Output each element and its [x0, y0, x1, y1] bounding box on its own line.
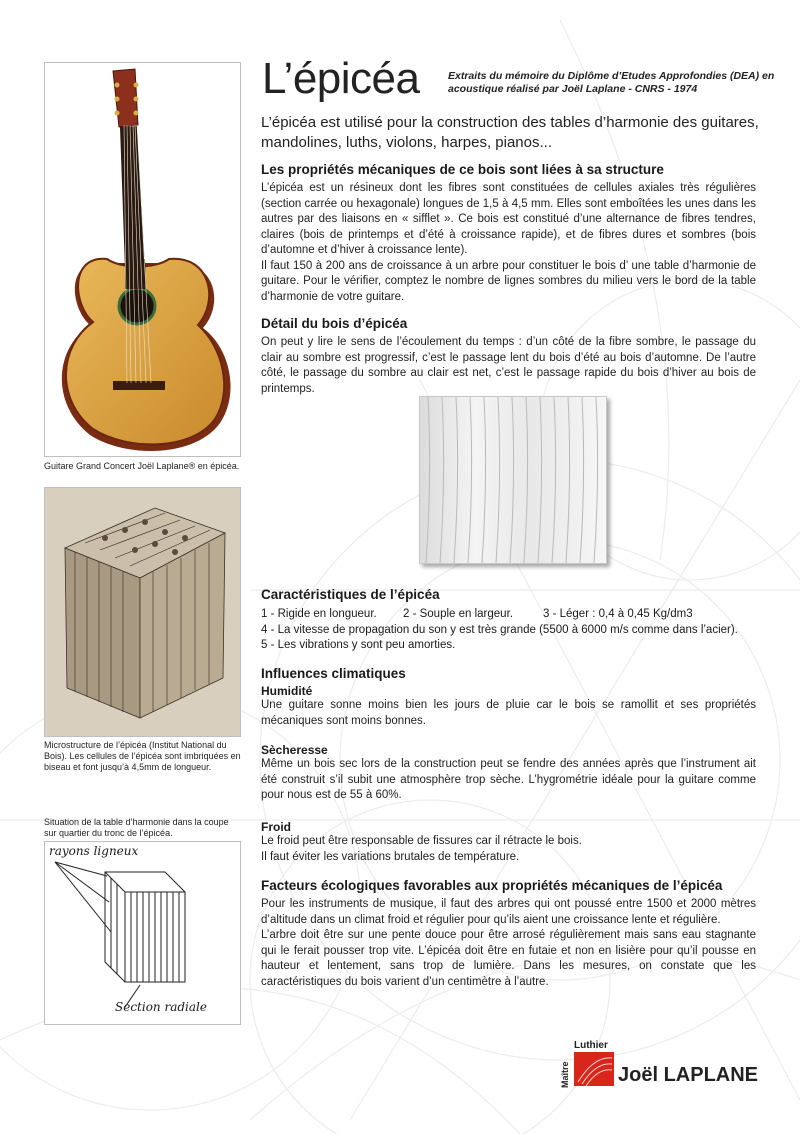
logo-mark-icon: [574, 1052, 614, 1086]
section-illustration: [45, 842, 240, 1024]
paragraph: L’épicéa est un résineux dont les fibres sont constituées de cellules axiales très régulières (section carrée ou hexagonale) longues de 1,5 à 4,5 mm. Elles sont emboîtées les unes dans les autres par des liaisons en « sifflet ». Ce bois est constitué d’une alternance de fibres tendres, claires (bois de printemps et d’été à croissance rapide), et de fibres dures et sombres (bois d’automne et d’hiver à croissance lente).: [261, 182, 756, 256]
paragraph: Il faut 150 à 200 ans de croissance à un arbre pour constituer le bois d’ une table d’harmonie de guitare. Pour le vérifier, comptez le nombre de lignes sombres du milieu vers le bord de la table d’harmonie de votre guitare.: [261, 259, 756, 303]
logo-name: Joël LAPLANE: [618, 1064, 759, 1086]
logo-maitre: Maître: [560, 1061, 570, 1088]
section-heading: Caractéristiques de l’épicéa: [261, 587, 440, 602]
paragraph: Le froid peut être responsable de fissures car il rétracte le bois.: [261, 835, 582, 847]
section-label-top: rayons ligneux: [49, 844, 139, 858]
wood-detail-image: [419, 396, 607, 564]
page-title: L’épicéa: [262, 54, 420, 103]
characteristic-item: 4 - La vitesse de propagation du son y est très grande (5500 à 6000 m/s comme dans l’acier).: [261, 623, 738, 636]
characteristics-row: [261, 607, 756, 623]
microstructure-illustration: [45, 488, 240, 736]
section-label-bottom: Section radiale: [115, 1000, 207, 1014]
subheading-cold: Froid: [261, 820, 291, 834]
section-climate: [261, 666, 756, 729]
characteristic-item: 5 - Les vibrations y sont peu amorties.: [261, 639, 456, 651]
paragraph: Une guitare sonne moins bien les jours de pluie car le bois se ramollit et ses propriétés mécaniques sont moins bonnes.: [261, 699, 756, 727]
guitar-caption: Guitare Grand Concert Joël Laplane® en épicéa.: [44, 461, 240, 471]
section-heading: Les propriétés mécaniques de ce bois sont liées à sa structure: [261, 162, 664, 177]
section-heading: Influences climatiques: [261, 666, 406, 681]
section-detail: [261, 316, 756, 397]
paragraph: Il faut éviter les variations brutales de température.: [261, 850, 520, 863]
paragraph: L’arbre doit être sur une pente douce pour être arrosé régulièrement mais sans eau stagnante qui le ferait pousser trop vite. L’épicéa doit être en futaie et non en lisière pour qu’il pousse en hauteur et lentement, sans trop de lumière. Dans les mesures, on constate que les caractéristiques du bois varient d’un centimètre à l’autre.: [261, 929, 756, 988]
subheading-dryness: Sècheresse: [261, 743, 328, 757]
paragraph: Même un bois sec lors de la construction peut se fendre des années après que l’instrument ait été construit s’il subit une atmosphère trop sèche. L’hygrométrie idéale pour la guitare comme pour nous est de 55 à 60%.: [261, 758, 756, 801]
section-mechanical: [261, 162, 756, 305]
characteristic-item: 1 - Rigide en longueur.: [261, 608, 377, 620]
microstructure-image: [44, 487, 241, 737]
section-characteristics: [261, 587, 756, 654]
intro-text: L’épicéa est utilisé pour la construction des tables d’harmonie des guitares, mandolines, luths, violons, harpes, pianos...: [261, 114, 759, 151]
section-drawing: [44, 841, 241, 1025]
wood-grain-illustration: [420, 397, 606, 563]
microstructure-caption: Microstructure de l’épicéa (Institut National du Bois). Les cellules de l’épicéa sont imbriquées en biseau et font jusqu’à 4,5mm de longueur.: [44, 740, 241, 772]
guitar-image: [44, 62, 241, 457]
section-caption: Situation de la table d’harmonie dans la coupe sur quartier du tronc de l’épicéa.: [44, 817, 229, 838]
section-heading: Détail du bois d’épicéa: [261, 316, 408, 331]
paragraph: Pour les instruments de musique, il faut des arbres qui ont poussé entre 1500 et 2000 mètres d’altitude dans un climat froid et régulier pour qu’ils aient une croissance lente et régulière.: [261, 898, 756, 926]
characteristic-item: 3 - Léger : 0,4 à 0,45 Kg/dm3: [543, 608, 693, 620]
section-cold: [261, 820, 756, 865]
page-subtitle: Extraits du mémoire du Diplôme d’Etudes Approfondies (DEA) en acoustique réalisé par Joël Laplane - CNRS - 1974: [448, 70, 775, 95]
paragraph: On peut y lire le sens de l’écoulement du temps : d’un côté de la fibre sombre, le passage du clair au sombre est progressif, c’est le passage lent du bois d’été au bois d’automne. De l’autre côté, le passage du sombre au clair est net, c’est le passage rapide du bois d’hiver au bois de printemps.: [261, 336, 756, 395]
guitar-illustration: [45, 63, 240, 456]
logo-luthier: Luthier: [574, 1040, 608, 1051]
brand-logo: [560, 1040, 760, 1090]
section-dryness: [261, 743, 756, 804]
subheading-humidity: Humidité: [261, 684, 313, 698]
section-heading: Facteurs écologiques favorables aux propriétés mécaniques de l’épicéa: [261, 878, 723, 893]
section-ecology: [261, 878, 756, 990]
characteristic-item: 2 - Souple en largeur.: [403, 608, 513, 620]
